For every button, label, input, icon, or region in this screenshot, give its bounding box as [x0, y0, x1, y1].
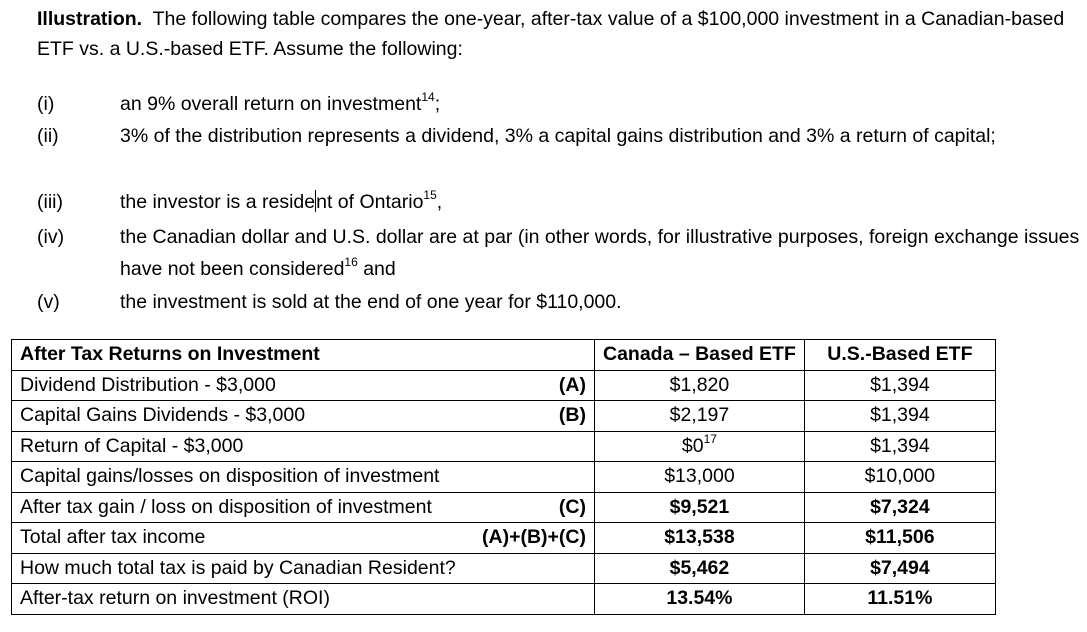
header-us: U.S.-Based ETF — [804, 340, 995, 371]
assumption-text-part1: the investor is a reside — [120, 191, 316, 213]
assumption-text: the investment is sold at the end of one year for $110,000. — [120, 291, 622, 313]
us-value: 11.51% — [804, 584, 995, 615]
returns-table — [11, 339, 996, 615]
intro-lead: Illustration. — [37, 8, 143, 30]
row-label: Capital gains/losses on disposition of investment — [12, 462, 475, 493]
row-label: After tax gain / loss on disposition of investment — [12, 492, 475, 523]
assumption-number: (v) — [37, 291, 60, 313]
table-header-row — [12, 340, 996, 371]
header-canada: Canada – Based ETF — [594, 340, 804, 371]
intro-text: The following table compares the one-year, after-tax value of a $100,000 investment in a Canadian-based ETF vs. a U.S.-based ETF. Assume the following: — [37, 8, 1065, 60]
table-row — [12, 523, 996, 554]
assumption-punct: and — [357, 258, 396, 280]
us-value: $7,494 — [804, 553, 995, 584]
row-label: Total after tax income — [12, 523, 475, 554]
assumption-text: 3% of the distribution represents a dividend, 3% a capital gains distribution and 3% a return of capital; — [120, 125, 996, 147]
canada-value: $13,000 — [594, 462, 804, 493]
us-value: $1,394 — [804, 370, 995, 401]
footnote-ref[interactable]: 16 — [344, 255, 358, 269]
table-row — [12, 401, 996, 432]
assumption-punct: , — [436, 191, 443, 213]
us-value: $7,324 — [804, 492, 995, 523]
row-tag — [474, 584, 594, 615]
canada-value: $13,538 — [594, 523, 804, 554]
us-value: $1,394 — [804, 401, 995, 432]
canada-value: $9,521 — [594, 492, 804, 523]
row-label: Capital Gains Dividends - $3,000 — [12, 401, 475, 432]
canada-value: $0 — [681, 434, 704, 457]
row-tag — [474, 431, 594, 462]
assumption-number: (iv) — [37, 226, 65, 248]
assumption-text: the Canadian dollar and U.S. dollar are at par (in other words, for illustrative purposes, foreign exchange issues have not been considered — [120, 226, 1080, 280]
us-value: $11,506 — [804, 523, 995, 554]
canada-value: $5,462 — [594, 553, 804, 584]
footnote-ref[interactable]: 17 — [703, 431, 717, 446]
row-tag: (A) — [474, 370, 594, 401]
row-label: After-tax return on investment (ROI) — [12, 584, 475, 615]
assumption-text: an 9% overall return on investment — [120, 93, 422, 115]
us-value: $10,000 — [804, 462, 995, 493]
assumption-text-part2: nt of Ontario — [316, 191, 424, 213]
header-label: After Tax Returns on Investment — [12, 340, 595, 371]
canada-value: 13.54% — [594, 584, 804, 615]
assumption-number: (ii) — [37, 125, 59, 147]
assumption-number: (i) — [37, 93, 55, 115]
assumption-number: (iii) — [37, 191, 63, 213]
row-tag: (C) — [474, 492, 594, 523]
row-tag — [474, 553, 594, 584]
canada-value-cell — [594, 431, 804, 462]
row-tag — [474, 462, 594, 493]
assumption-punct: ; — [434, 93, 441, 115]
table-row — [12, 462, 996, 493]
footnote-ref[interactable]: 14 — [421, 90, 435, 104]
row-label: Dividend Distribution - $3,000 — [12, 370, 475, 401]
canada-value: $1,820 — [594, 370, 804, 401]
table-row — [12, 553, 996, 584]
table-row — [12, 584, 996, 615]
table-row — [12, 370, 996, 401]
row-tag: (B) — [474, 401, 594, 432]
intro-paragraph — [37, 4, 1082, 64]
table-row — [12, 492, 996, 523]
footnote-ref[interactable]: 15 — [423, 188, 437, 202]
row-label: How much total tax is paid by Canadian Resident? — [12, 553, 475, 584]
us-value: $1,394 — [804, 431, 995, 462]
row-tag: (A)+(B)+(C) — [474, 523, 594, 554]
canada-value: $2,197 — [594, 401, 804, 432]
table-row — [12, 431, 996, 462]
row-label: Return of Capital - $3,000 — [12, 431, 475, 462]
